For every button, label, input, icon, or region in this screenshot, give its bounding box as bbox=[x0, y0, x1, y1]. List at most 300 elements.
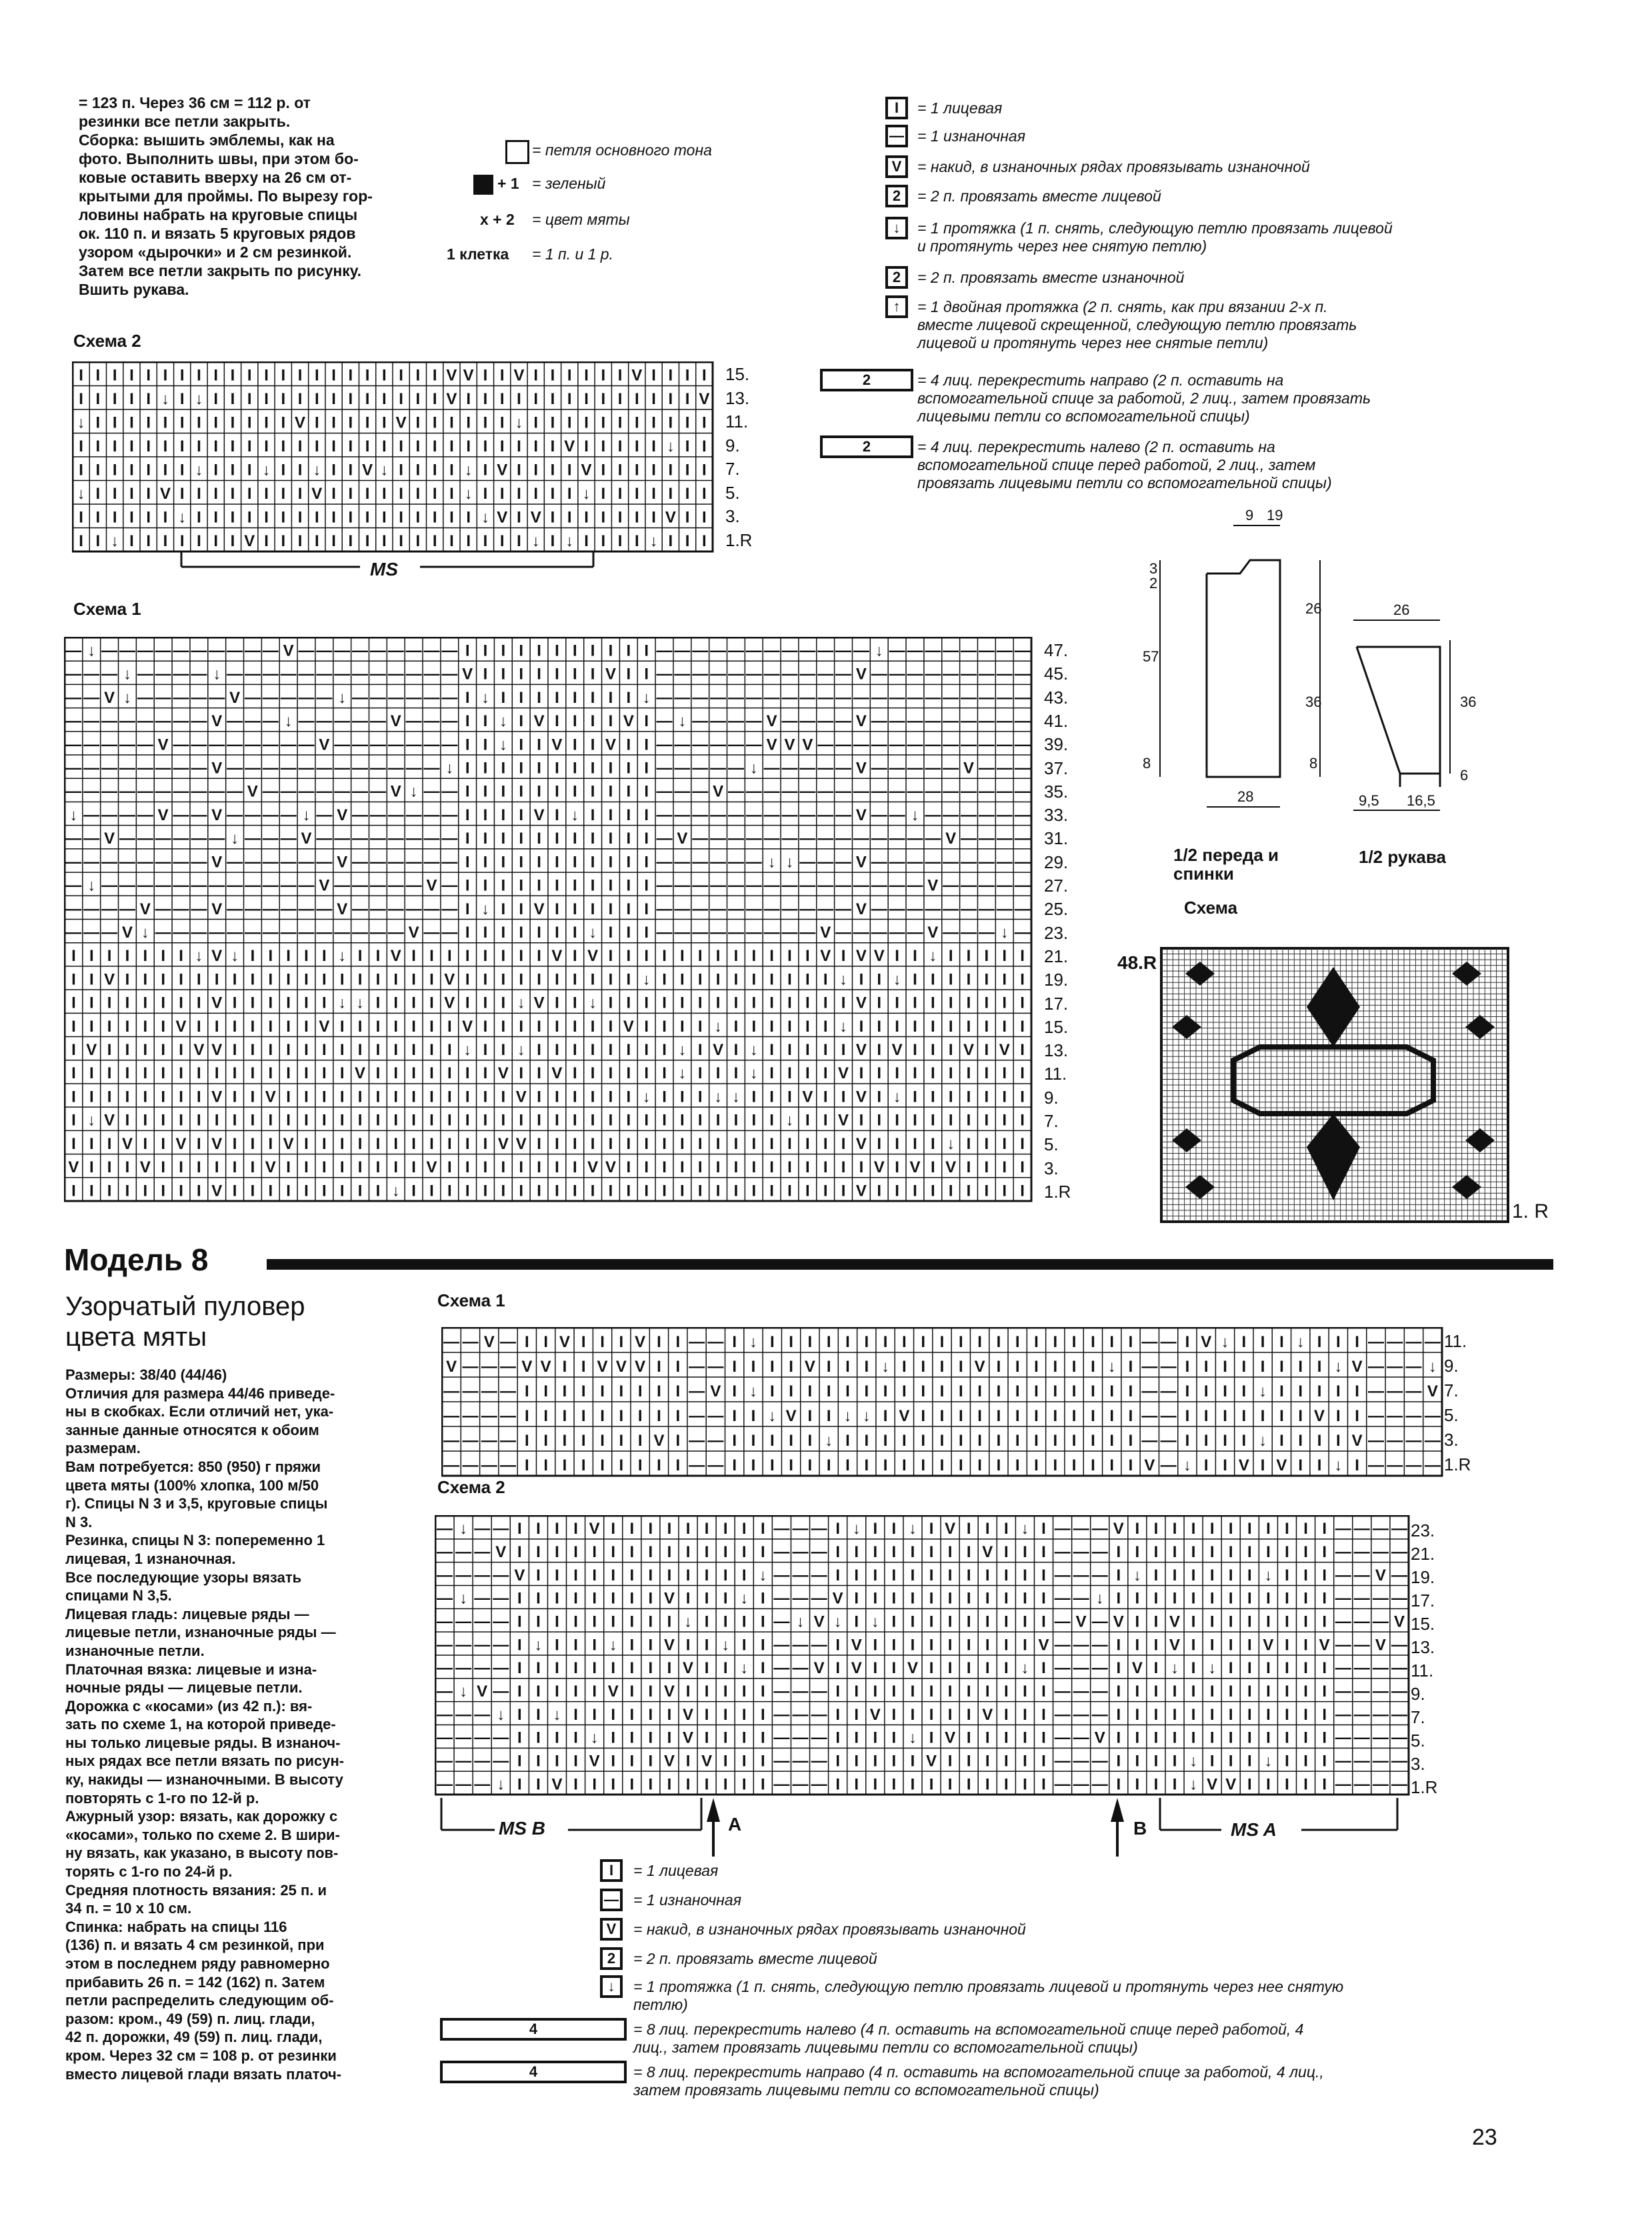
svg-text:—: — bbox=[493, 1683, 509, 1701]
svg-text:I: I bbox=[517, 1636, 522, 1654]
svg-text:↓: ↓ bbox=[929, 947, 937, 966]
svg-text:I: I bbox=[947, 1543, 953, 1562]
svg-text:—: — bbox=[244, 736, 261, 754]
svg-text:—: — bbox=[811, 1589, 827, 1608]
svg-text:—: — bbox=[474, 1520, 491, 1538]
svg-text:—: — bbox=[227, 806, 243, 824]
svg-text:—: — bbox=[1335, 1752, 1351, 1771]
svg-text:—: — bbox=[244, 759, 261, 778]
svg-text:I: I bbox=[947, 1659, 953, 1678]
svg-text:I: I bbox=[761, 1520, 765, 1538]
svg-text:I: I bbox=[129, 508, 134, 527]
svg-text:—: — bbox=[173, 923, 189, 942]
svg-text:—: — bbox=[387, 923, 404, 942]
svg-text:I: I bbox=[1135, 1543, 1140, 1562]
svg-text:V: V bbox=[653, 1431, 665, 1450]
svg-text:I: I bbox=[432, 461, 437, 479]
svg-text:—: — bbox=[792, 1729, 809, 1747]
legend-symbol-icon: 4 bbox=[440, 2061, 627, 2083]
svg-text:—: — bbox=[387, 806, 404, 824]
svg-text:—: — bbox=[763, 900, 780, 918]
svg-text:—: — bbox=[1353, 1520, 1370, 1538]
svg-text:I: I bbox=[537, 665, 541, 684]
svg-text:—: — bbox=[1141, 1382, 1158, 1400]
svg-text:I: I bbox=[519, 642, 524, 660]
svg-text:I: I bbox=[761, 1729, 765, 1747]
svg-text:—: — bbox=[119, 782, 135, 801]
svg-text:I: I bbox=[634, 485, 639, 503]
model-text-line: спицами N 3,5. bbox=[65, 1587, 172, 1604]
svg-text:I: I bbox=[393, 1041, 399, 1060]
svg-text:I: I bbox=[572, 900, 577, 918]
svg-text:—: — bbox=[334, 712, 351, 731]
svg-text:—: — bbox=[1054, 1612, 1071, 1631]
svg-text:I: I bbox=[1322, 1752, 1327, 1771]
svg-text:I: I bbox=[519, 1182, 524, 1200]
svg-text:I: I bbox=[668, 461, 673, 479]
svg-text:I: I bbox=[601, 508, 606, 527]
model-text-line: Размеры: 38/40 (44/46) bbox=[65, 1366, 227, 1383]
svg-text:—: — bbox=[369, 782, 386, 801]
svg-text:↓: ↓ bbox=[481, 508, 489, 527]
svg-text:—: — bbox=[441, 642, 458, 660]
svg-text:—: — bbox=[961, 642, 977, 660]
svg-text:—: — bbox=[710, 900, 727, 918]
row-label: 15. bbox=[1044, 1016, 1069, 1037]
color-legend-2: = зеленый bbox=[532, 175, 606, 192]
svg-text:—: — bbox=[710, 923, 727, 942]
svg-text:I: I bbox=[958, 1332, 963, 1351]
svg-text:—: — bbox=[462, 1332, 479, 1351]
svg-text:↓: ↓ bbox=[77, 485, 85, 503]
svg-text:I: I bbox=[626, 1088, 631, 1106]
svg-text:—: — bbox=[1014, 712, 1031, 731]
svg-text:I: I bbox=[348, 532, 353, 551]
row-label: 1.R bbox=[1411, 1777, 1438, 1797]
model-text-line: торять с 1-го по 24-й р. bbox=[65, 1863, 233, 1881]
svg-text:—: — bbox=[1054, 1636, 1071, 1654]
svg-text:I: I bbox=[644, 806, 649, 824]
svg-text:—: — bbox=[369, 712, 386, 731]
svg-text:—: — bbox=[191, 759, 207, 778]
svg-text:↓: ↓ bbox=[740, 1589, 749, 1608]
svg-text:V: V bbox=[139, 900, 151, 918]
svg-text:I: I bbox=[648, 1729, 653, 1747]
svg-text:I: I bbox=[608, 806, 613, 824]
svg-text:I: I bbox=[483, 1158, 488, 1177]
model-text-line: Ажурный узор: вязать, как дорожку с bbox=[65, 1808, 338, 1825]
svg-text:I: I bbox=[537, 1041, 541, 1060]
svg-text:↓: ↓ bbox=[1264, 1566, 1273, 1584]
svg-text:I: I bbox=[483, 782, 488, 801]
svg-text:↓: ↓ bbox=[1259, 1382, 1267, 1400]
svg-text:—: — bbox=[65, 876, 82, 895]
svg-text:I: I bbox=[1191, 1636, 1196, 1654]
model-text-line: ну вязать, как указано, в высоту пов- bbox=[65, 1845, 339, 1862]
svg-text:V: V bbox=[832, 1589, 843, 1608]
svg-text:↓: ↓ bbox=[1107, 1357, 1116, 1376]
svg-text:I: I bbox=[555, 1566, 559, 1584]
svg-text:I: I bbox=[1266, 1520, 1271, 1538]
svg-text:—: — bbox=[352, 688, 369, 707]
svg-text:I: I bbox=[465, 900, 470, 918]
svg-text:I: I bbox=[107, 1182, 112, 1200]
svg-text:↓: ↓ bbox=[534, 1636, 543, 1654]
legend-text: = 1 изнаночная bbox=[917, 127, 1025, 145]
svg-text:I: I bbox=[1153, 1729, 1159, 1747]
svg-text:I: I bbox=[769, 947, 774, 966]
svg-text:I: I bbox=[339, 1158, 345, 1177]
svg-text:I: I bbox=[685, 1589, 691, 1608]
svg-text:—: — bbox=[656, 806, 673, 824]
svg-text:I: I bbox=[1116, 1566, 1121, 1584]
svg-text:I: I bbox=[929, 1705, 934, 1724]
schema2-top-ms-label: MS bbox=[370, 559, 398, 580]
svg-text:I: I bbox=[550, 508, 555, 527]
svg-text:—: — bbox=[943, 923, 959, 942]
svg-text:—: — bbox=[1372, 1589, 1389, 1608]
svg-text:—: — bbox=[352, 830, 369, 848]
svg-text:I: I bbox=[519, 947, 524, 966]
model-text-line: Вам потребуется: 850 (950) г пряжи bbox=[65, 1458, 321, 1475]
svg-text:I: I bbox=[250, 1134, 255, 1153]
svg-text:↓: ↓ bbox=[313, 461, 321, 479]
svg-text:—: — bbox=[853, 830, 869, 848]
svg-text:I: I bbox=[845, 1357, 850, 1376]
svg-text:—: — bbox=[83, 688, 100, 707]
svg-text:I: I bbox=[415, 532, 421, 551]
svg-text:I: I bbox=[550, 437, 555, 456]
svg-text:↓: ↓ bbox=[740, 1659, 749, 1678]
svg-text:—: — bbox=[481, 1431, 497, 1450]
svg-text:I: I bbox=[913, 1182, 917, 1200]
svg-text:—: — bbox=[689, 1456, 705, 1474]
svg-text:I: I bbox=[592, 1589, 597, 1608]
svg-text:V: V bbox=[999, 1041, 1010, 1060]
svg-text:—: — bbox=[423, 806, 440, 824]
svg-text:I: I bbox=[501, 688, 506, 707]
svg-text:I: I bbox=[555, 1752, 559, 1771]
svg-text:I: I bbox=[948, 1111, 953, 1130]
svg-text:I: I bbox=[143, 1088, 148, 1106]
svg-text:I: I bbox=[854, 1612, 859, 1631]
svg-text:I: I bbox=[751, 970, 757, 989]
svg-text:↓: ↓ bbox=[481, 688, 490, 707]
svg-text:↓: ↓ bbox=[262, 461, 271, 479]
svg-text:I: I bbox=[751, 1456, 756, 1474]
svg-text:—: — bbox=[799, 642, 816, 660]
svg-text:—: — bbox=[334, 759, 351, 778]
svg-text:V: V bbox=[665, 508, 676, 527]
svg-text:—: — bbox=[298, 782, 315, 801]
svg-text:V: V bbox=[1351, 1357, 1363, 1376]
svg-text:I: I bbox=[939, 1382, 945, 1400]
svg-text:I: I bbox=[1191, 1589, 1196, 1608]
svg-text:I: I bbox=[483, 736, 488, 754]
svg-text:I: I bbox=[608, 853, 613, 872]
svg-text:I: I bbox=[787, 994, 792, 1012]
svg-text:I: I bbox=[357, 1088, 363, 1106]
dimension-label: 9,5 bbox=[1359, 792, 1379, 809]
svg-text:—: — bbox=[773, 1705, 790, 1724]
legend-text: = 1 лицевая bbox=[917, 99, 1003, 117]
svg-text:I: I bbox=[339, 1017, 345, 1036]
svg-text:↓: ↓ bbox=[893, 970, 901, 989]
svg-text:I: I bbox=[519, 1017, 524, 1036]
svg-text:I: I bbox=[966, 1088, 971, 1106]
svg-text:I: I bbox=[483, 876, 488, 895]
dimension-label: 26 bbox=[1305, 600, 1322, 617]
svg-text:I: I bbox=[555, 1589, 559, 1608]
svg-text:I: I bbox=[667, 1520, 672, 1538]
legend-symbol-icon: 2 bbox=[820, 435, 913, 458]
svg-text:I: I bbox=[519, 712, 524, 731]
svg-text:—: — bbox=[1405, 1456, 1422, 1474]
svg-text:I: I bbox=[626, 1158, 631, 1177]
svg-text:V: V bbox=[462, 665, 473, 684]
svg-text:I: I bbox=[465, 806, 470, 824]
svg-text:—: — bbox=[101, 923, 118, 942]
dimension-label: 8 bbox=[1309, 755, 1318, 772]
svg-text:I: I bbox=[1303, 1659, 1308, 1678]
svg-text:—: — bbox=[137, 736, 153, 754]
svg-text:—: — bbox=[978, 830, 995, 848]
svg-text:—: — bbox=[173, 782, 189, 801]
row-label: 25. bbox=[1044, 899, 1069, 920]
svg-text:I: I bbox=[723, 1566, 728, 1584]
svg-text:↓: ↓ bbox=[141, 923, 149, 942]
svg-text:I: I bbox=[432, 485, 437, 503]
svg-text:—: — bbox=[1014, 806, 1031, 824]
svg-text:—: — bbox=[173, 712, 189, 731]
svg-text:↓: ↓ bbox=[589, 923, 597, 942]
svg-text:—: — bbox=[1054, 1543, 1071, 1562]
row-label: 7. bbox=[1444, 1380, 1459, 1400]
svg-text:I: I bbox=[382, 413, 387, 432]
svg-text:—: — bbox=[799, 923, 816, 942]
svg-text:I: I bbox=[536, 1752, 541, 1771]
svg-text:V: V bbox=[211, 712, 223, 731]
svg-text:I: I bbox=[247, 461, 252, 479]
svg-text:↓: ↓ bbox=[338, 947, 347, 966]
svg-text:I: I bbox=[1034, 1406, 1039, 1425]
svg-text:I: I bbox=[314, 390, 319, 409]
svg-text:I: I bbox=[977, 1456, 982, 1474]
svg-text:I: I bbox=[573, 1566, 578, 1584]
svg-text:I: I bbox=[322, 1158, 327, 1177]
svg-text:↓: ↓ bbox=[464, 485, 473, 503]
svg-text:—: — bbox=[871, 923, 887, 942]
svg-text:V: V bbox=[804, 1357, 815, 1376]
svg-text:↓: ↓ bbox=[589, 994, 597, 1012]
svg-text:I: I bbox=[958, 1456, 963, 1474]
svg-text:I: I bbox=[304, 1041, 309, 1060]
svg-text:I: I bbox=[590, 1134, 595, 1153]
svg-text:I: I bbox=[501, 876, 506, 895]
svg-text:—: — bbox=[437, 1752, 453, 1771]
svg-text:I: I bbox=[584, 390, 589, 409]
svg-text:I: I bbox=[581, 1406, 586, 1425]
svg-text:I: I bbox=[268, 970, 273, 989]
svg-text:I: I bbox=[501, 665, 506, 684]
svg-text:I: I bbox=[1153, 1775, 1159, 1794]
dimension-label: 3 bbox=[1149, 560, 1158, 577]
svg-text:I: I bbox=[823, 1158, 828, 1177]
svg-text:I: I bbox=[1285, 1566, 1289, 1584]
svg-text:I: I bbox=[637, 1456, 643, 1474]
svg-text:I: I bbox=[697, 970, 703, 989]
row-label: 11. bbox=[725, 411, 749, 431]
svg-text:I: I bbox=[685, 1752, 691, 1771]
legend-symbol-icon: — bbox=[885, 125, 908, 147]
svg-text:I: I bbox=[1298, 1431, 1303, 1450]
svg-text:I: I bbox=[447, 1158, 452, 1177]
svg-text:I: I bbox=[1185, 1357, 1190, 1376]
svg-text:I: I bbox=[947, 1705, 953, 1724]
svg-text:I: I bbox=[501, 1041, 506, 1060]
svg-text:I: I bbox=[71, 970, 76, 989]
svg-text:I: I bbox=[761, 1775, 765, 1794]
svg-text:—: — bbox=[316, 759, 333, 778]
svg-text:I: I bbox=[697, 1182, 703, 1200]
svg-text:I: I bbox=[741, 1636, 747, 1654]
svg-text:I: I bbox=[697, 1064, 703, 1083]
svg-text:I: I bbox=[648, 1705, 653, 1724]
svg-text:—: — bbox=[423, 782, 440, 801]
svg-text:I: I bbox=[465, 642, 470, 660]
svg-text:I: I bbox=[331, 437, 336, 456]
svg-text:—: — bbox=[387, 642, 404, 660]
svg-text:I: I bbox=[891, 1752, 897, 1771]
svg-text:—: — bbox=[1091, 1705, 1108, 1724]
svg-text:I: I bbox=[517, 1612, 522, 1631]
svg-text:—: — bbox=[65, 923, 82, 942]
svg-text:I: I bbox=[89, 994, 94, 1012]
svg-text:I: I bbox=[1303, 1589, 1308, 1608]
svg-text:I: I bbox=[1355, 1456, 1359, 1474]
svg-text:I: I bbox=[1228, 1659, 1233, 1678]
svg-text:I: I bbox=[1322, 1543, 1327, 1562]
svg-text:—: — bbox=[493, 1589, 509, 1608]
svg-text:—: — bbox=[155, 759, 171, 778]
svg-text:I: I bbox=[129, 390, 134, 409]
svg-text:↓: ↓ bbox=[642, 970, 651, 989]
svg-text:I: I bbox=[1209, 1543, 1215, 1562]
svg-text:—: — bbox=[155, 900, 171, 918]
svg-text:—: — bbox=[674, 665, 691, 684]
svg-text:I: I bbox=[608, 688, 613, 707]
model-text-line: «косами», только по схеме 2. В шири- bbox=[65, 1826, 340, 1843]
svg-text:—: — bbox=[763, 830, 780, 848]
svg-text:V: V bbox=[1351, 1431, 1363, 1450]
svg-text:—: — bbox=[443, 1332, 460, 1351]
svg-text:V: V bbox=[855, 994, 867, 1012]
svg-text:—: — bbox=[1424, 1431, 1441, 1450]
svg-text:I: I bbox=[129, 366, 134, 385]
svg-text:I: I bbox=[787, 1134, 792, 1153]
svg-text:I: I bbox=[704, 1659, 709, 1678]
svg-text:I: I bbox=[590, 1017, 595, 1036]
svg-text:V: V bbox=[1038, 1636, 1049, 1654]
svg-text:I: I bbox=[626, 923, 631, 942]
svg-text:I: I bbox=[432, 413, 437, 432]
svg-text:V: V bbox=[1375, 1636, 1386, 1654]
svg-text:I: I bbox=[543, 1406, 548, 1425]
legend-text: = 2 п. провязать вместе лицевой bbox=[917, 187, 1161, 205]
svg-text:—: — bbox=[65, 642, 82, 660]
svg-text:I: I bbox=[264, 413, 269, 432]
svg-text:—: — bbox=[1141, 1357, 1158, 1376]
svg-text:I: I bbox=[902, 1382, 907, 1400]
svg-text:—: — bbox=[1054, 1589, 1071, 1608]
svg-text:V: V bbox=[587, 947, 599, 966]
svg-text:—: — bbox=[1353, 1612, 1370, 1631]
svg-text:I: I bbox=[1191, 1566, 1196, 1584]
svg-text:I: I bbox=[651, 413, 656, 432]
svg-text:—: — bbox=[817, 688, 834, 707]
emblem-top-label: 48.R bbox=[1117, 952, 1157, 973]
svg-text:I: I bbox=[537, 759, 541, 778]
svg-text:—: — bbox=[1367, 1406, 1384, 1425]
dimension-label: 8 bbox=[1143, 755, 1151, 772]
svg-text:I: I bbox=[702, 437, 707, 456]
svg-text:—: — bbox=[369, 642, 386, 660]
svg-text:I: I bbox=[125, 1041, 130, 1060]
svg-text:—: — bbox=[298, 876, 315, 895]
svg-text:I: I bbox=[1266, 1659, 1271, 1678]
svg-text:V: V bbox=[390, 782, 401, 801]
svg-text:—: — bbox=[907, 853, 923, 872]
svg-text:—: — bbox=[244, 712, 261, 731]
svg-text:I: I bbox=[751, 1111, 757, 1130]
svg-text:—: — bbox=[656, 876, 673, 895]
row-label: 45. bbox=[1044, 664, 1069, 684]
svg-text:I: I bbox=[375, 994, 381, 1012]
svg-text:I: I bbox=[930, 994, 935, 1012]
svg-text:—: — bbox=[907, 876, 923, 895]
svg-text:↓: ↓ bbox=[1095, 1589, 1104, 1608]
svg-text:—: — bbox=[727, 853, 744, 872]
svg-text:—: — bbox=[405, 665, 422, 684]
svg-text:I: I bbox=[634, 461, 639, 479]
svg-text:I: I bbox=[179, 437, 185, 456]
svg-text:I: I bbox=[197, 1182, 201, 1200]
svg-text:I: I bbox=[685, 390, 690, 409]
svg-text:I: I bbox=[449, 437, 454, 456]
svg-text:V: V bbox=[855, 665, 867, 684]
legend-text: = 1 лицевая bbox=[633, 1862, 719, 1879]
svg-text:I: I bbox=[651, 437, 656, 456]
svg-text:—: — bbox=[83, 806, 100, 824]
svg-text:—: — bbox=[405, 876, 422, 895]
svg-text:I: I bbox=[1223, 1382, 1227, 1400]
svg-text:I: I bbox=[592, 1612, 597, 1631]
svg-text:I: I bbox=[1322, 1729, 1327, 1747]
svg-text:—: — bbox=[437, 1705, 453, 1724]
svg-text:I: I bbox=[250, 970, 255, 989]
svg-text:I: I bbox=[264, 366, 269, 385]
svg-text:I: I bbox=[447, 1182, 452, 1200]
svg-text:—: — bbox=[137, 712, 153, 731]
legend-symbol-icon: ↑ bbox=[885, 295, 908, 318]
svg-text:I: I bbox=[399, 461, 403, 479]
svg-text:↓: ↓ bbox=[749, 759, 758, 778]
svg-text:I: I bbox=[1071, 1357, 1077, 1376]
svg-text:—: — bbox=[773, 1636, 790, 1654]
svg-text:I: I bbox=[1209, 1520, 1215, 1538]
svg-text:I: I bbox=[519, 759, 524, 778]
svg-text:I: I bbox=[601, 366, 606, 385]
